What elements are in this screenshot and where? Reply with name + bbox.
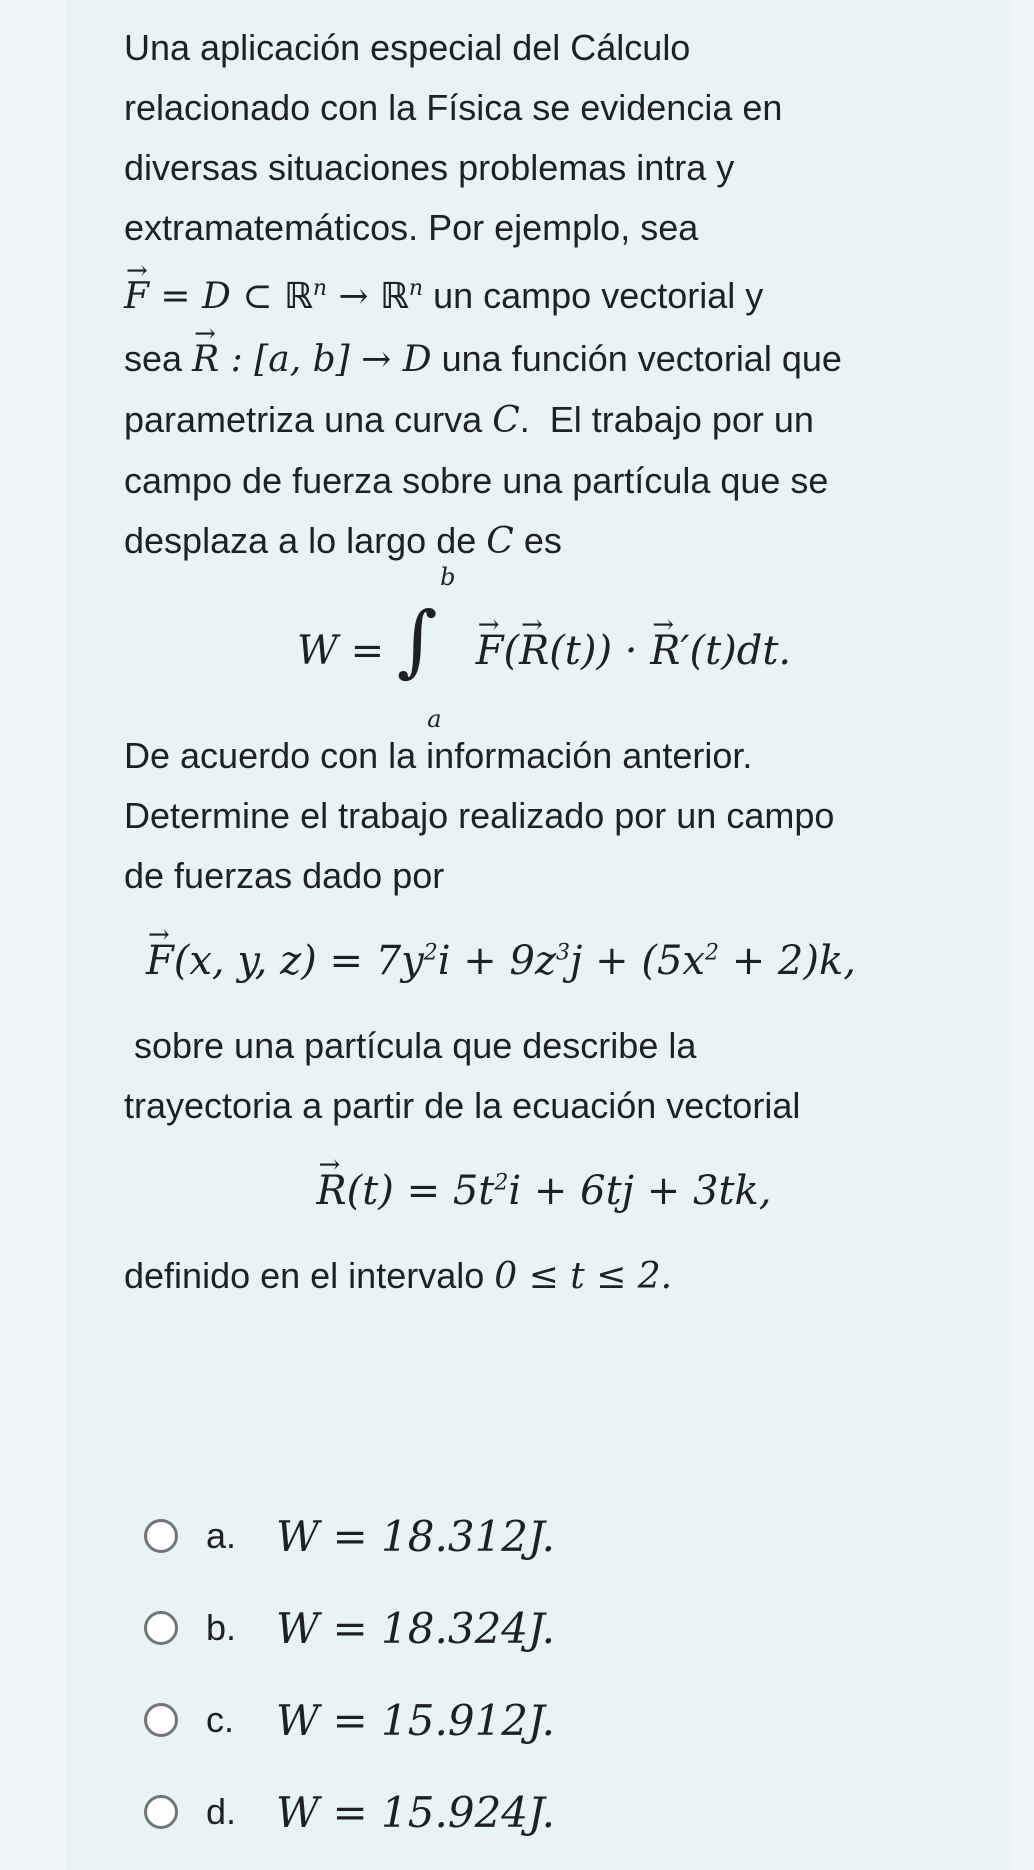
option-a[interactable] [144,1490,964,1582]
work-integral-formula: W = ∫ b a → F(→ R(t)) · → R′(t)dt. [124,576,964,726]
question-text [124,18,964,1307]
desplaza-line: desplaza a lo largo de C es [124,520,562,562]
math-interval: 0 ≤ t ≤ 2. [494,1256,673,1297]
option-value: W = 18.324J. [276,1603,555,1653]
option-letter: a. [206,1515,237,1556]
intro-line-1: Una aplicación especial del Cálculo [124,27,691,68]
option-b[interactable] [144,1582,964,1674]
curve-definition-text: una función vectorial que [441,338,842,379]
math-field-definition: → F = D ⊂ ℝ$^n$ → ℝ$^n$ [124,276,423,317]
radio-button-c[interactable] [144,1703,178,1737]
option-letter: d. [206,1791,237,1832]
campo-line: campo de fuerza sobre una partícula que se [124,460,829,501]
field-definition-line [124,266,964,327]
force-field-formula: → F(x, y, $z) = 7y^2i + 9z^3j + (5x^2 + 2)k$, [124,906,964,1016]
fuerzas-line: de fuerzas dado por [124,855,445,896]
intro-line-3: diversas situaciones problemas intra y [124,147,735,188]
radio-button-a[interactable] [144,1519,178,1553]
math-curve-definition: → R : [a, b] → D [192,339,432,380]
option-letter: c. [206,1699,235,1740]
option-c[interactable] [144,1674,964,1766]
option-value: W = 15.912J. [276,1695,555,1745]
radio-button-d[interactable] [144,1795,178,1829]
option-value: W = 15.924J. [276,1787,555,1837]
option-value: W = 18.312J. [276,1511,555,1561]
trayectoria-line: trayectoria a partir de la ecuación vectorial [124,1085,801,1126]
param-line: parametriza una curva C. El trabajo por un [124,399,814,441]
acuerdo-line: De acuerdo con la información anterior. [124,735,753,776]
intro-line-4: extramatemáticos. Por ejemplo, sea [124,207,699,248]
answer-options [144,1490,964,1858]
intro-line-2: relacionado con la Física se evidencia en [124,87,783,128]
determine-line: Determine el trabajo realizado por un campo [124,795,835,836]
sobre-line: sobre una partícula que describe la [134,1025,697,1066]
trajectory-formula: → $R(t) = 5t^2i + 6tj + 3tk$, [124,1136,964,1246]
curve-definition-line: sea → R : [a, b] → D una función vectorial que [124,329,964,390]
interval-line: definido en el intervalo 0 ≤ t ≤ 2. [124,1255,673,1297]
option-d[interactable] [144,1766,964,1858]
option-letter: b. [206,1607,237,1648]
radio-button-b[interactable] [144,1611,178,1645]
field-definition-text: un campo vectorial y [433,275,764,316]
